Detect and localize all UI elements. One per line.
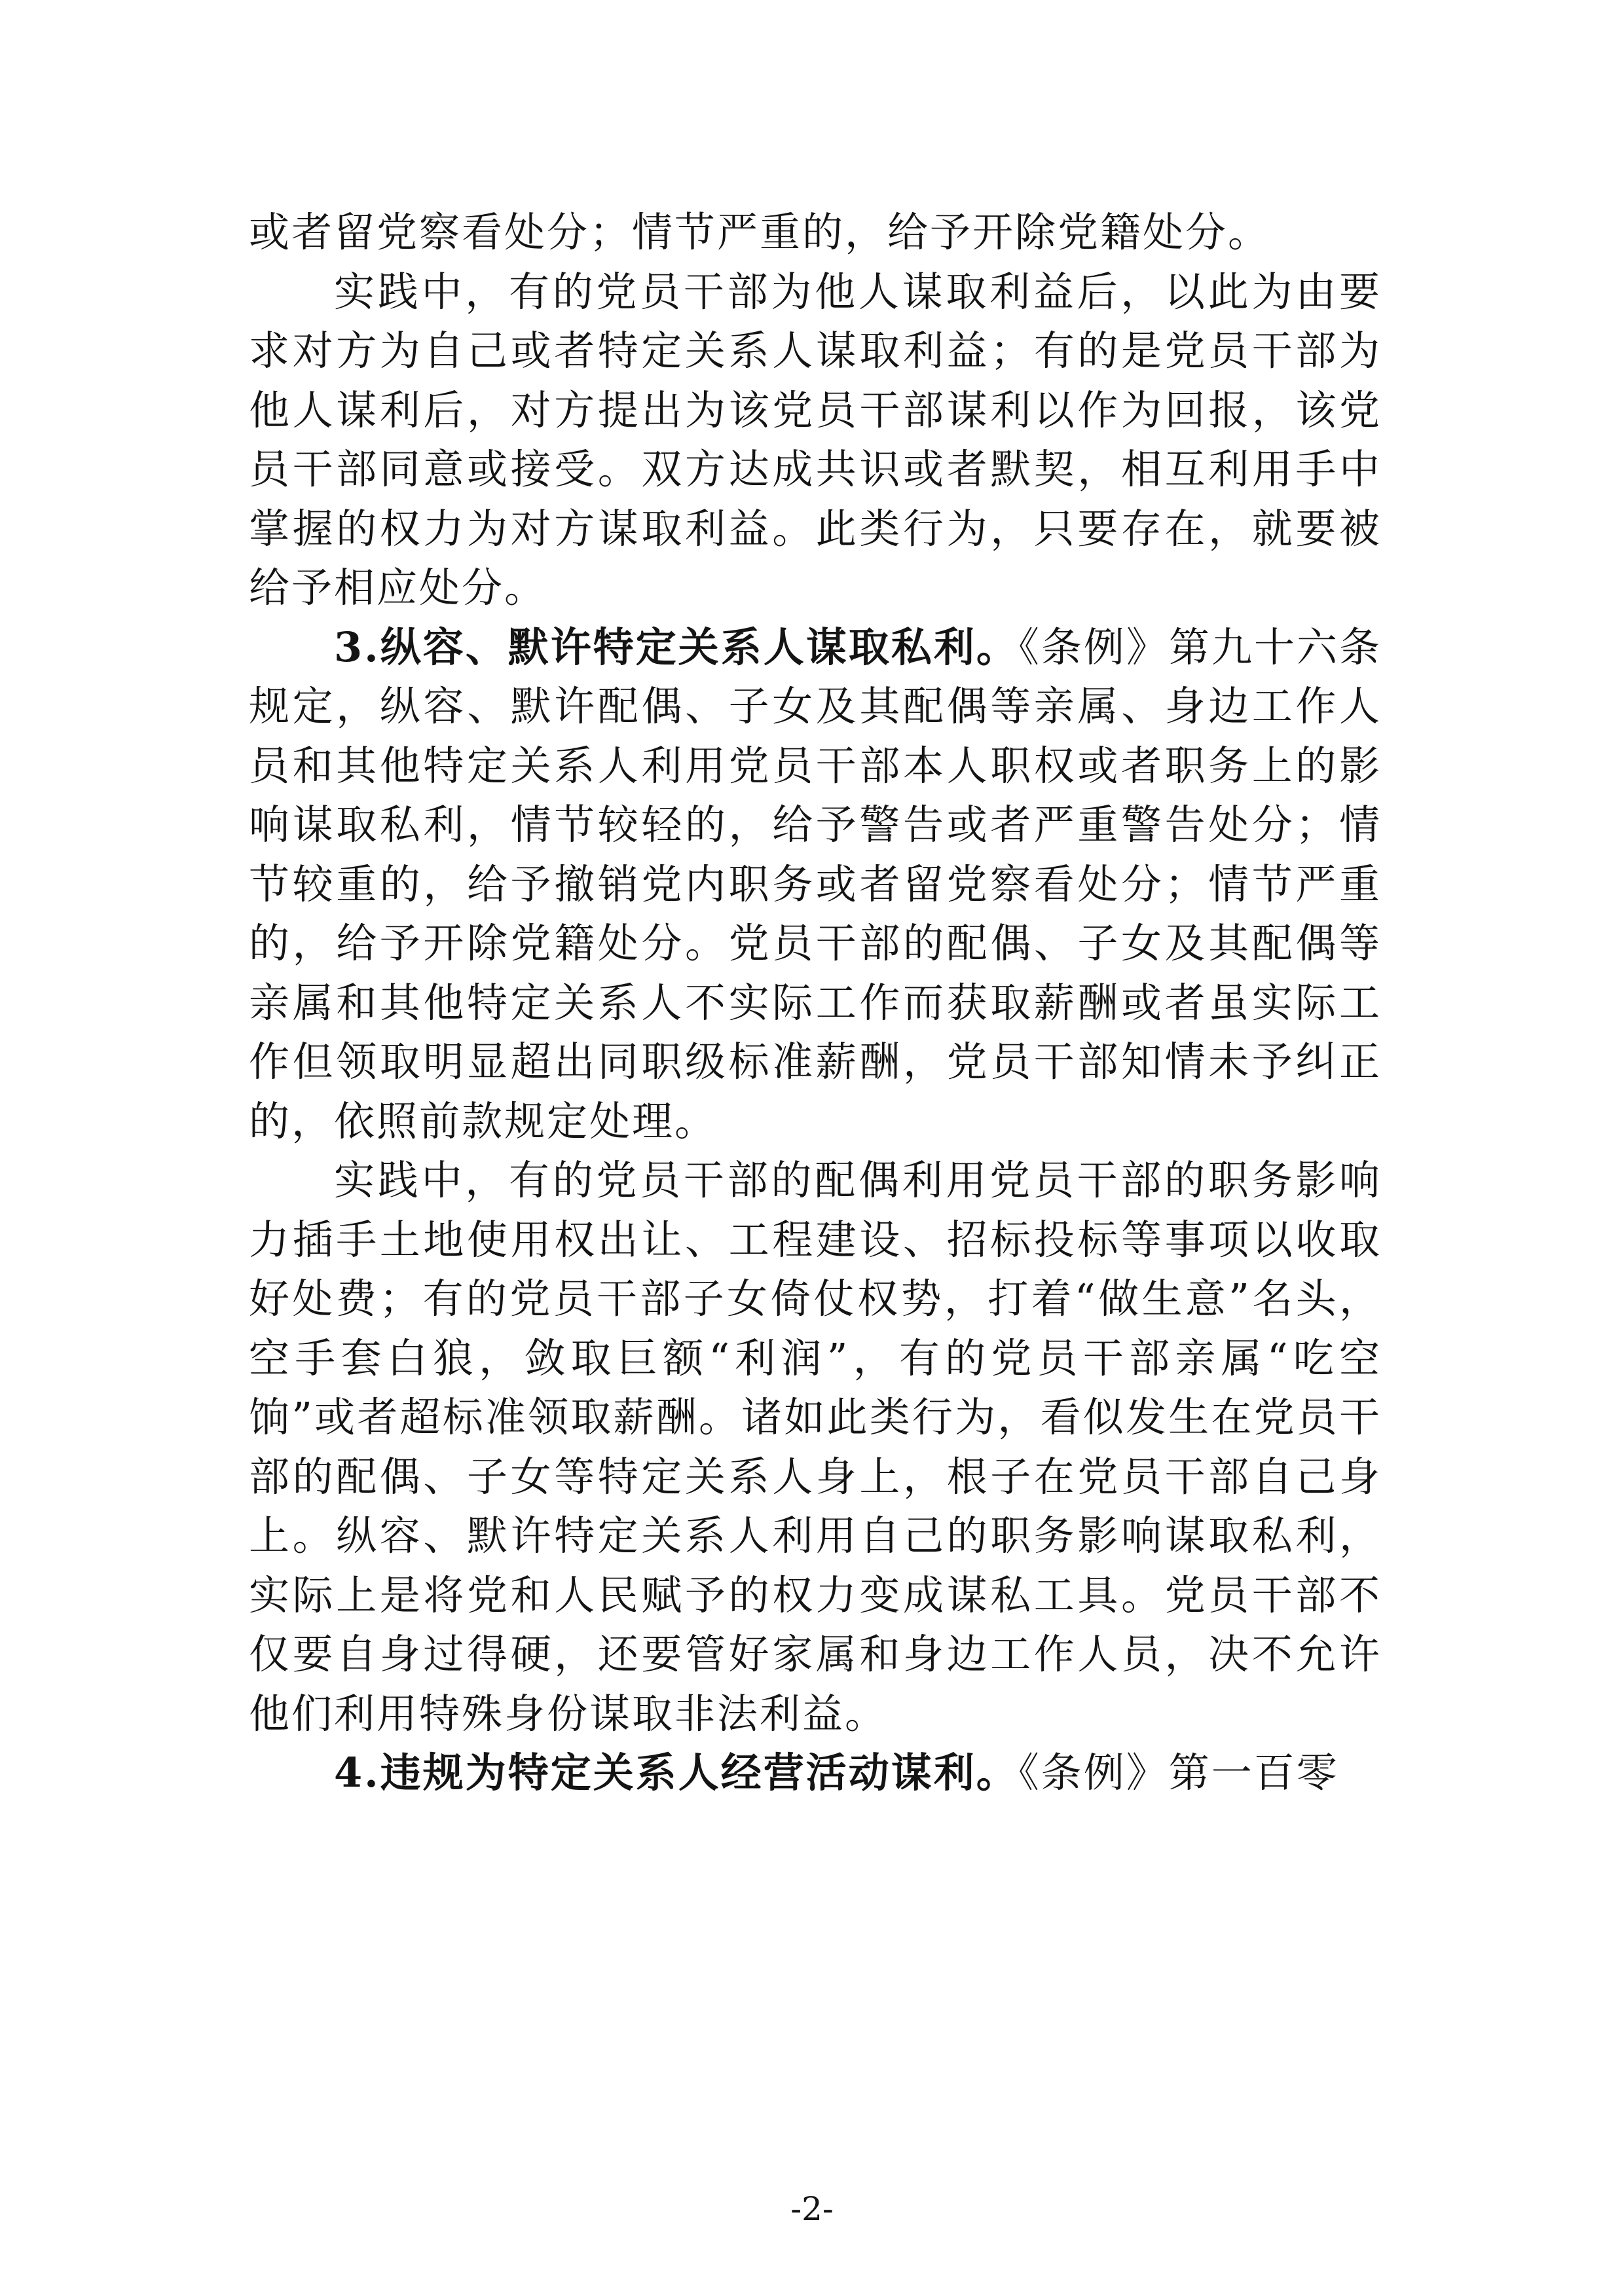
paragraph-4 <box>249 1151 1382 1743</box>
page-number: -2- <box>790 2190 834 2228</box>
paragraph-5-heading: 4.违规为特定关系人经营活动谋利。 <box>334 1749 1019 1796</box>
paragraph-1 <box>249 203 1382 263</box>
paragraph-2 <box>249 263 1382 618</box>
paragraph-3 <box>249 618 1382 1152</box>
paragraph-5-text: 《条例》第一百零 <box>1018 1749 1339 1796</box>
paragraph-1-text: 或者留党察看处分；情节严重的，给予开除党籍处分。 <box>249 208 1271 256</box>
paragraph-3-text: 《条例》第九十六条规定，纵容、默许配偶、子女及其配偶等亲属、身边工作人员和其他特定关系人利用党员干部本人职权或者职务上的影响谋取私利，情节较轻的，给予警告或者严重警告处分；情节较重的，给予撤销党内职务或者留党察看处分；情节严重的，给予开除党籍处分。党员干部的配偶、子女及其配偶等亲属和其他特定关系人不实际工作而获取薪酬或者虽实际工作但领取明显超出同职级标准薪酬，党员干部知情未予纠正的，依照前款规定处理。 <box>249 623 1382 1145</box>
body-text <box>249 203 1382 1803</box>
paragraph-4-text: 实践中，有的党员干部的配偶利用党员干部的职务影响力插手土地使用权出让、工程建设、招标投标等事项以收取好处费；有的党员干部子女倚仗权势，打着“做生意”名头，空手套白狼，敛取巨额“利润”，有的党员干部亲属“吃空饷”或者超标准领取薪酬。诸如此类行为，看似发生在党员干部的配偶、子女等特定关系人身上，根子在党员干部自己身上。纵容、默许特定关系人利用自己的职务影响谋取私利，实际上是将党和人民赋予的权力变成谋私工具。党员干部不仅要自身过得硬，还要管好家属和身边工作人员，决不允许他们利用特殊身份谋取非法利益。 <box>249 1156 1382 1738</box>
paragraph-5 <box>249 1743 1382 1803</box>
paragraph-3-heading: 3.纵容、默许特定关系人谋取私利。 <box>334 623 1019 671</box>
paragraph-2-text: 实践中，有的党员干部为他人谋取利益后，以此为由要求对方为自己或者特定关系人谋取利益；有的是党员干部为他人谋利后，对方提出为该党员干部谋利以作为回报，该党员干部同意或接受。双方达成共识或者默契，相互利用手中掌握的权力为对方谋取利益。此类行为，只要存在，就要被给予相应处分。 <box>249 267 1382 611</box>
